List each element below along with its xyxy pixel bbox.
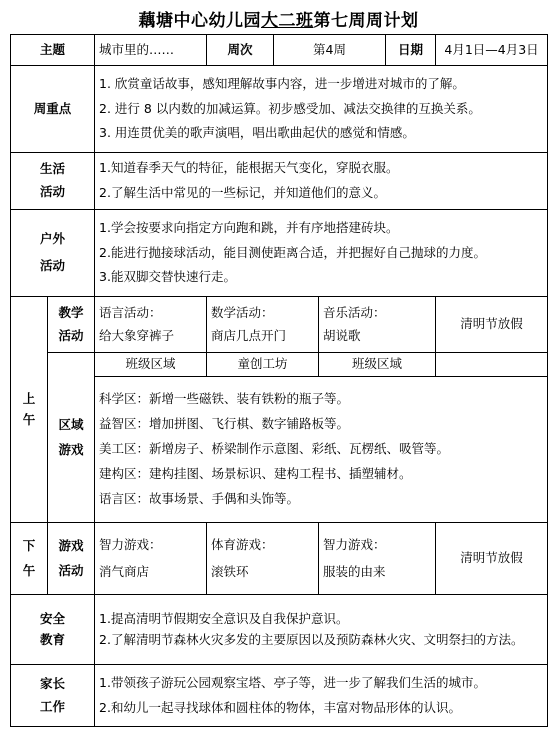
zone-head-workshop: 童创工坊: [207, 353, 319, 377]
morning-label: [11, 297, 48, 523]
safety-label-line: 教育: [40, 631, 66, 647]
teaching-name: 给大象穿裤子: [99, 327, 175, 343]
games-holiday: 清明节放假: [436, 523, 548, 595]
parents-item: 2.和幼儿一起寻找球体和圆柱体的物体，丰富对物品形体的认识。: [99, 699, 461, 715]
teaching-name: 胡说歌: [323, 327, 361, 343]
afternoon-label-line: 下: [22, 537, 36, 553]
weekly-plan-table: [10, 34, 548, 727]
games-col-3: [319, 523, 436, 595]
parents-item: 1.带领孩子游玩公园观察宝塔、亭子等，进一步了解我们生活的城市。: [99, 674, 486, 690]
outdoor-label-line: 活动: [40, 258, 66, 273]
parents-label: [11, 665, 95, 727]
week-label: 周次: [207, 35, 274, 66]
title-class-name: 大二班: [261, 11, 314, 31]
safety-label: [11, 595, 95, 665]
teaching-name: 商店几点开门: [211, 327, 287, 343]
afternoon-row: [11, 523, 548, 595]
teaching-holiday: 清明节放假: [436, 297, 548, 353]
week-value: 第4周: [274, 35, 386, 66]
theme-value: 城市里的……: [95, 35, 207, 66]
parents-label-line: 工作: [40, 698, 66, 714]
zone-item: 科学区：新增一些磁铁、装有铁粉的瓶子等。: [99, 391, 350, 407]
teaching-type: 数学活动：: [211, 304, 274, 320]
zone-head-empty: [436, 353, 548, 377]
safety-content: [95, 595, 548, 665]
life-content: [95, 153, 548, 210]
teaching-label: [48, 297, 95, 353]
theme-label: 主题: [11, 35, 95, 66]
games-label-line: 游戏: [58, 537, 84, 553]
safety-label-line: 安全: [40, 610, 66, 626]
outdoor-item: 1.学会按要求向指定方向跑和跳，并有序地搭建砖块。: [99, 219, 399, 235]
zone-head-row: [11, 353, 548, 377]
header-row: [11, 35, 548, 66]
zone-item: 益智区：增加拼图、飞行棋、数字铺路板等。: [99, 416, 350, 432]
zone-head-class-2: 班级区域: [319, 353, 436, 377]
zone-item: 美工区：新增房子、桥梁制作示意图、彩纸、瓦楞纸、吸管等。: [99, 441, 450, 457]
safety-row: [11, 595, 548, 665]
title-prefix: 藕塘中心幼儿园: [138, 11, 261, 31]
teaching-col-music: [319, 297, 436, 353]
page-title: [0, 6, 557, 31]
game-name: 消气商店: [99, 563, 150, 579]
zone-item: 语言区：故事场景、手偶和头饰等。: [99, 490, 300, 506]
game-type: 智力游戏：: [99, 536, 162, 552]
teaching-col-math: [207, 297, 319, 353]
teaching-row: [11, 297, 548, 353]
zones-label-line: 游戏: [58, 441, 84, 457]
focus-content: [95, 66, 548, 153]
focus-row: [11, 66, 548, 153]
outdoor-item: 3.能双脚交替快速行走。: [99, 269, 236, 285]
game-name: 滚铁环: [211, 563, 249, 579]
game-type: 智力游戏：: [323, 536, 386, 552]
outdoor-row: [11, 210, 548, 297]
focus-item: 3. 用连贯优美的歌声演唱，唱出歌曲起伏的感觉和情感。: [99, 125, 415, 141]
afternoon-label-line: 午: [22, 562, 36, 578]
zone-item: 建构区：建构挂图、场景标识、建构工程书、插塑辅材。: [99, 465, 412, 481]
games-col-2: [207, 523, 319, 595]
life-item: 2.了解生活中常见的一些标记，并知道他们的意义。: [99, 185, 386, 200]
teaching-type: 音乐活动：: [323, 304, 386, 320]
outdoor-content: [95, 210, 548, 297]
focus-item: 1. 欣赏童话故事，感知理解故事内容，进一步增进对城市的了解。: [99, 75, 465, 91]
life-row: [11, 153, 548, 210]
morning-label-line: 午: [22, 411, 36, 427]
focus-label: 周重点: [11, 66, 95, 153]
date-label: 日期: [386, 35, 436, 66]
outdoor-label-line: 户外: [40, 231, 66, 247]
afternoon-label: [11, 523, 48, 595]
teaching-label-line: 教学: [58, 304, 84, 320]
zones-label: [48, 353, 95, 523]
parents-row: [11, 665, 548, 727]
zones-label-line: 区域: [58, 416, 84, 432]
zone-head-class: 班级区域: [95, 353, 207, 377]
life-item: 1.知道春季天气的特征，能根据天气变化，穿脱衣服。: [99, 160, 399, 176]
date-value: 4月1日—4月3日: [436, 35, 548, 66]
life-label-line: 生活: [40, 161, 66, 177]
life-label-line: 活动: [40, 184, 66, 199]
teaching-type: 语言活动：: [99, 304, 162, 320]
focus-item: 2. 进行 8 以内数的加减运算。初步感受加、减法交换律的互换关系。: [99, 100, 481, 116]
title-suffix: 第七周周计划: [313, 11, 419, 31]
teaching-label-line: 活动: [58, 327, 84, 343]
game-name: 服装的由来: [323, 563, 386, 579]
safety-item: 1.提高清明节假期安全意识及自我保护意识。: [99, 610, 349, 626]
safety-item: 2.了解清明节森林火灾多发的主要原因以及预防森林火灾、文明祭扫的方法。: [99, 631, 524, 647]
zone-items: [95, 377, 548, 523]
games-label: [48, 523, 95, 595]
games-col-1: [95, 523, 207, 595]
parents-label-line: 家长: [40, 675, 66, 691]
parents-content: [95, 665, 548, 727]
outdoor-item: 2.能进行抛接球活动，能目测使距离合适，并把握好自己抛球的力度。: [99, 244, 486, 260]
teaching-col-language: [95, 297, 207, 353]
game-type: 体育游戏：: [211, 536, 274, 552]
life-label: [11, 153, 95, 210]
outdoor-label: [11, 210, 95, 297]
morning-label-line: 上: [22, 390, 36, 406]
games-label-line: 活动: [58, 562, 84, 578]
